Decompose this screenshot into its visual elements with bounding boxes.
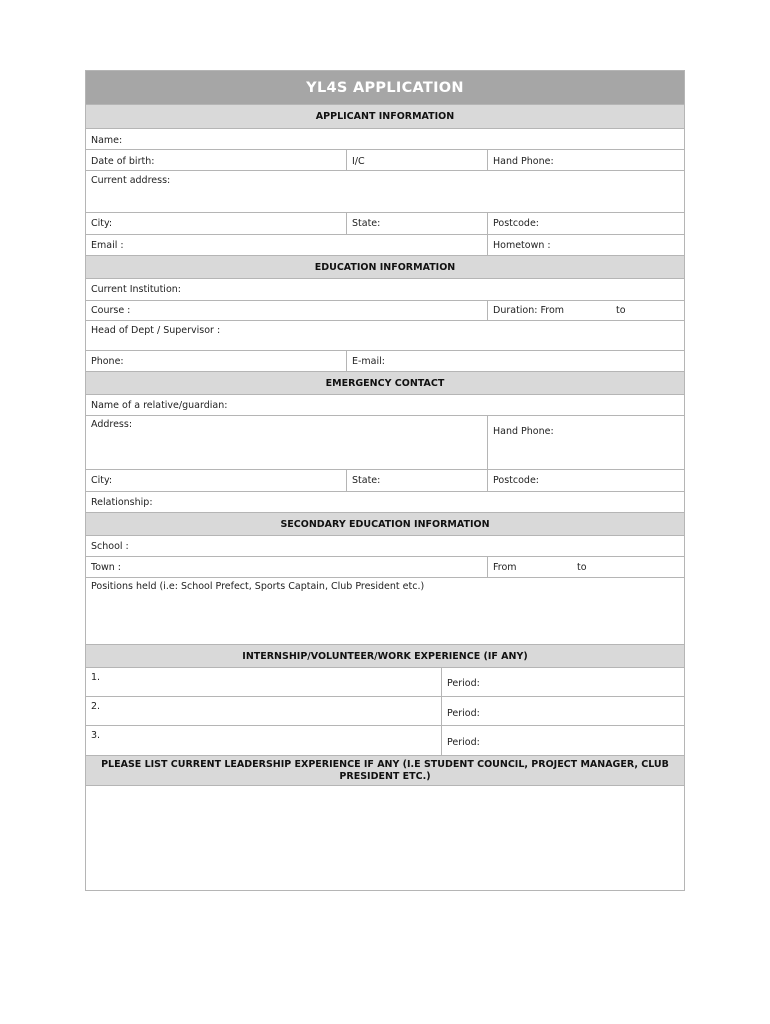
current-address-label: Current address: — [91, 175, 171, 186]
relationship-label: Relationship: — [91, 496, 153, 508]
leadership-entry-area[interactable] — [86, 786, 684, 890]
duration-to-label: to — [616, 305, 626, 316]
relative-name-label: Name of a relative/guardian: — [91, 399, 228, 411]
section-secondary-heading: SECONDARY EDUCATION INFORMATION — [86, 513, 684, 536]
dob-field[interactable] — [86, 150, 346, 170]
hand-phone-label: Hand Phone: — [493, 156, 554, 167]
emergency-state-label: State: — [352, 475, 381, 486]
experience-3-number: 3. — [91, 730, 101, 741]
leadership-heading-line2: PRESIDENT ETC.) — [339, 771, 431, 782]
emergency-postcode-label: Postcode: — [493, 475, 539, 486]
education-email-field[interactable] — [346, 351, 684, 371]
form-title: YL4S APPLICATION — [86, 71, 684, 105]
positions-label: Positions held (i.e: School Prefect, Sports Captain, Club President etc.) — [91, 581, 425, 592]
name-label: Name: — [91, 135, 123, 146]
relationship-row[interactable] — [86, 492, 684, 513]
town-row — [86, 557, 684, 578]
email-label: Email : — [91, 239, 124, 251]
applicant-city-label: City: — [91, 218, 113, 229]
town-field[interactable] — [86, 557, 487, 577]
email-row — [86, 235, 684, 256]
dob-label: Date of birth: — [91, 156, 155, 167]
town-label: Town : — [91, 561, 122, 573]
emergency-city-label: City: — [91, 475, 113, 486]
duration-from-label: Duration: From — [493, 305, 565, 316]
emergency-address-row — [86, 416, 684, 470]
hometown-label: Hometown : — [493, 239, 551, 251]
experience-2-field[interactable] — [86, 697, 441, 725]
experience-2-period-label: Period: — [447, 708, 480, 719]
applicant-state-label: State: — [352, 218, 381, 229]
positions-row[interactable] — [86, 578, 684, 645]
experience-1-number: 1. — [91, 672, 101, 683]
education-phone-row — [86, 351, 684, 372]
experience-row-1 — [86, 668, 684, 697]
section-emergency-heading: EMERGENCY CONTACT — [86, 372, 684, 395]
ic-label: I/C — [352, 156, 365, 167]
applicant-postcode-field[interactable] — [487, 213, 684, 234]
emergency-hand-phone-field[interactable] — [487, 416, 684, 469]
head-of-dept-row[interactable] — [86, 321, 684, 351]
course-field[interactable] — [86, 301, 487, 320]
emergency-postcode-field[interactable] — [487, 470, 684, 491]
secondary-period-field[interactable] — [487, 557, 684, 577]
course-label: Course : — [91, 305, 131, 316]
section-leadership-heading — [86, 756, 684, 786]
hand-phone-field[interactable] — [487, 150, 684, 170]
relative-name-row[interactable] — [86, 395, 684, 416]
institution-row[interactable] — [86, 279, 684, 301]
experience-3-field[interactable] — [86, 726, 441, 755]
name-row[interactable] — [86, 129, 684, 150]
experience-row-3 — [86, 726, 684, 756]
email-field[interactable] — [86, 235, 487, 255]
duration-field[interactable] — [487, 301, 684, 320]
current-address-row[interactable] — [86, 171, 684, 213]
experience-3-period-field[interactable] — [441, 726, 684, 755]
education-phone-label: Phone: — [91, 355, 124, 367]
application-form — [85, 70, 685, 891]
section-applicant-heading: APPLICANT INFORMATION — [86, 105, 684, 129]
emergency-address-label: Address: — [91, 419, 133, 430]
head-of-dept-label: Head of Dept / Supervisor : — [91, 325, 221, 336]
experience-3-period-label: Period: — [447, 737, 480, 748]
emergency-city-field[interactable] — [86, 470, 346, 491]
hometown-field[interactable] — [487, 235, 684, 255]
emergency-city-row — [86, 470, 684, 492]
experience-2-number: 2. — [91, 701, 101, 712]
course-row — [86, 301, 684, 321]
secondary-to-label: to — [577, 561, 587, 573]
section-education-heading: EDUCATION INFORMATION — [86, 256, 684, 279]
applicant-city-field[interactable] — [86, 213, 346, 234]
dob-row — [86, 150, 684, 171]
emergency-hand-phone-label: Hand Phone: — [493, 426, 554, 437]
school-label: School : — [91, 540, 129, 552]
experience-1-period-label: Period: — [447, 678, 480, 689]
experience-1-period-field[interactable] — [441, 668, 684, 696]
experience-2-period-field[interactable] — [441, 697, 684, 725]
education-email-label: E-mail: — [352, 355, 385, 367]
experience-row-2 — [86, 697, 684, 726]
education-phone-field[interactable] — [86, 351, 346, 371]
applicant-state-field[interactable] — [346, 213, 487, 234]
emergency-state-field[interactable] — [346, 470, 487, 491]
school-row[interactable] — [86, 536, 684, 557]
leadership-heading-line1: PLEASE LIST CURRENT LEADERSHIP EXPERIENCE IF ANY (I.E STUDENT COUNCIL, PROJECT MANAGER, CLUB — [101, 759, 669, 770]
applicant-postcode-label: Postcode: — [493, 218, 539, 229]
emergency-address-field[interactable] — [86, 416, 487, 469]
institution-label: Current Institution: — [91, 284, 181, 295]
secondary-from-label: From — [493, 561, 517, 573]
experience-1-field[interactable] — [86, 668, 441, 696]
section-experience-heading: INTERNSHIP/VOLUNTEER/WORK EXPERIENCE (IF ANY) — [86, 645, 684, 668]
ic-field[interactable] — [346, 150, 487, 170]
applicant-city-row — [86, 213, 684, 235]
